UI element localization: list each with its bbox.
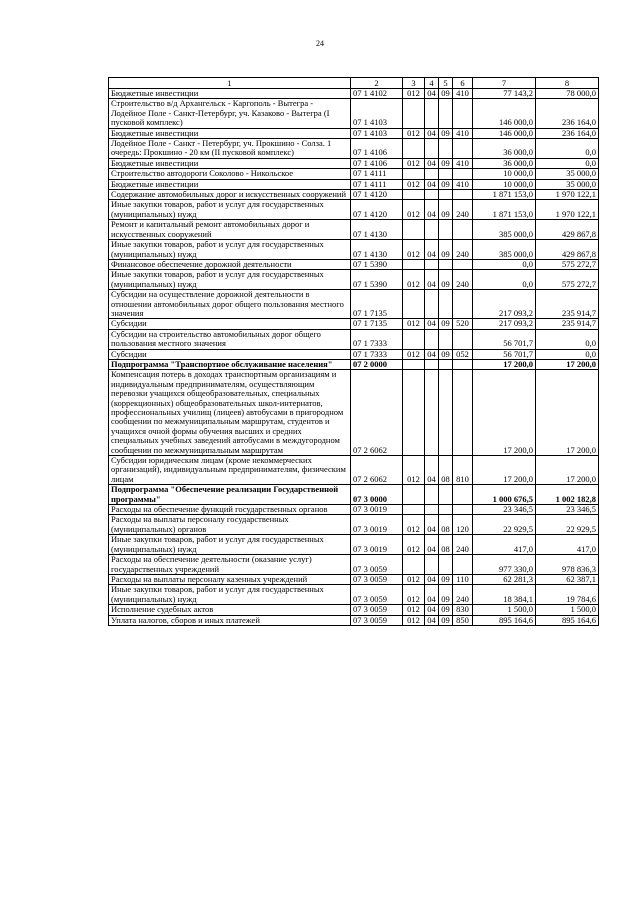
row-vr: 410 bbox=[453, 158, 473, 168]
row-vr: 830 bbox=[453, 605, 473, 615]
row-code: 07 3 0059 bbox=[351, 574, 403, 584]
row-sum-1: 10 000,0 bbox=[473, 179, 536, 189]
row-name: Расходы на выплаты персоналу казенных учреждений bbox=[109, 574, 351, 584]
table-row bbox=[109, 456, 599, 485]
row-sum-1: 36 000,0 bbox=[473, 158, 536, 168]
row-code: 07 1 4106 bbox=[351, 158, 403, 168]
row-rz bbox=[425, 190, 439, 200]
row-code: 07 1 4111 bbox=[351, 179, 403, 189]
row-rz bbox=[425, 485, 439, 505]
row-sum-1: 17 200,0 bbox=[473, 456, 536, 485]
table-row bbox=[109, 290, 599, 319]
row-sum-1: 385 000,0 bbox=[473, 240, 536, 260]
row-vr: 240 bbox=[453, 535, 473, 555]
table-row bbox=[109, 615, 599, 625]
row-vr: 410 bbox=[453, 128, 473, 138]
row-sum-2: 17 200,0 bbox=[536, 370, 599, 456]
row-sum-2: 0,0 bbox=[536, 158, 599, 168]
row-ved bbox=[403, 190, 425, 200]
row-rz: 04 bbox=[425, 585, 439, 605]
row-rz bbox=[425, 359, 439, 369]
row-ved bbox=[403, 555, 425, 575]
row-sum-2: 429 867,8 bbox=[536, 240, 599, 260]
row-code: 07 1 4102 bbox=[351, 89, 403, 99]
row-ved: 012 bbox=[403, 574, 425, 584]
row-rz bbox=[425, 555, 439, 575]
row-vr bbox=[453, 139, 473, 159]
row-name: Бюджетные инвестиции bbox=[109, 158, 351, 168]
row-sum-2: 429 867,8 bbox=[536, 220, 599, 240]
table-row bbox=[109, 329, 599, 349]
row-rz bbox=[425, 99, 439, 128]
row-pr bbox=[439, 169, 453, 179]
row-sum-2: 19 784,6 bbox=[536, 585, 599, 605]
row-code: 07 1 5390 bbox=[351, 259, 403, 269]
row-sum-1: 17 200,0 bbox=[473, 359, 536, 369]
row-sum-1: 146 000,0 bbox=[473, 128, 536, 138]
row-name: Исполнение судебных актов bbox=[109, 605, 351, 615]
row-rz: 04 bbox=[425, 349, 439, 359]
row-pr: 09 bbox=[439, 585, 453, 605]
row-pr bbox=[439, 370, 453, 456]
row-vr bbox=[453, 485, 473, 505]
row-pr bbox=[439, 485, 453, 505]
row-sum-2: 236 164,0 bbox=[536, 128, 599, 138]
row-ved: 012 bbox=[403, 605, 425, 615]
row-vr: 810 bbox=[453, 456, 473, 485]
row-sum-1: 22 929,5 bbox=[473, 515, 536, 535]
table-row bbox=[109, 158, 599, 168]
row-vr bbox=[453, 220, 473, 240]
row-vr: 410 bbox=[453, 89, 473, 99]
row-code: 07 1 4103 bbox=[351, 99, 403, 128]
row-code: 07 1 4120 bbox=[351, 200, 403, 220]
row-code: 07 1 4120 bbox=[351, 190, 403, 200]
row-pr bbox=[439, 220, 453, 240]
row-sum-2: 895 164,6 bbox=[536, 615, 599, 625]
row-sum-1: 385 000,0 bbox=[473, 220, 536, 240]
table-row bbox=[109, 319, 599, 329]
table-row bbox=[109, 169, 599, 179]
row-name: Расходы на выплаты персоналу государственных (муниципальных) органов bbox=[109, 515, 351, 535]
row-sum-1: 417,0 bbox=[473, 535, 536, 555]
row-ved bbox=[403, 259, 425, 269]
table-row bbox=[109, 370, 599, 456]
row-name: Уплата налогов, сборов и иных платежей bbox=[109, 615, 351, 625]
row-sum-1: 17 200,0 bbox=[473, 370, 536, 456]
table-header-row bbox=[109, 78, 599, 89]
table-row bbox=[109, 585, 599, 605]
row-pr: 09 bbox=[439, 89, 453, 99]
budget-table bbox=[108, 77, 599, 626]
row-sum-1: 0,0 bbox=[473, 270, 536, 290]
row-name: Подпрограмма "Транспортное обслуживание населения" bbox=[109, 359, 351, 369]
row-vr: 240 bbox=[453, 200, 473, 220]
row-pr: 08 bbox=[439, 515, 453, 535]
row-vr bbox=[453, 359, 473, 369]
row-rz bbox=[425, 139, 439, 159]
row-sum-1: 1 000 676,5 bbox=[473, 485, 536, 505]
row-sum-2: 35 000,0 bbox=[536, 169, 599, 179]
table-row bbox=[109, 190, 599, 200]
row-sum-2: 0,0 bbox=[536, 329, 599, 349]
row-sum-1: 1 871 153,0 bbox=[473, 200, 536, 220]
row-rz: 04 bbox=[425, 158, 439, 168]
row-rz bbox=[425, 259, 439, 269]
row-ved bbox=[403, 359, 425, 369]
row-pr: 09 bbox=[439, 240, 453, 260]
row-sum-1: 56 701,7 bbox=[473, 329, 536, 349]
row-code: 07 1 4111 bbox=[351, 169, 403, 179]
row-rz bbox=[425, 290, 439, 319]
row-sum-1: 217 093,2 bbox=[473, 319, 536, 329]
row-sum-1: 0,0 bbox=[473, 259, 536, 269]
row-sum-2: 17 200,0 bbox=[536, 456, 599, 485]
row-ved: 012 bbox=[403, 585, 425, 605]
row-vr: 120 bbox=[453, 515, 473, 535]
row-rz: 04 bbox=[425, 615, 439, 625]
header-cell: 4 bbox=[425, 78, 439, 89]
table-row bbox=[109, 485, 599, 505]
row-ved: 012 bbox=[403, 270, 425, 290]
row-ved: 012 bbox=[403, 319, 425, 329]
table-row bbox=[109, 515, 599, 535]
row-ved: 012 bbox=[403, 89, 425, 99]
row-sum-1: 217 093,2 bbox=[473, 290, 536, 319]
row-code: 07 3 0019 bbox=[351, 535, 403, 555]
row-name: Субсидии на строительство автомобильных дорог общего пользования местного значения bbox=[109, 329, 351, 349]
row-vr: 240 bbox=[453, 270, 473, 290]
row-ved: 012 bbox=[403, 179, 425, 189]
row-code: 07 1 4130 bbox=[351, 220, 403, 240]
row-ved: 012 bbox=[403, 456, 425, 485]
table-row bbox=[109, 240, 599, 260]
row-rz: 04 bbox=[425, 128, 439, 138]
row-code: 07 2 0000 bbox=[351, 359, 403, 369]
row-pr: 09 bbox=[439, 200, 453, 220]
row-name: Субсидии bbox=[109, 319, 351, 329]
row-ved bbox=[403, 99, 425, 128]
row-rz bbox=[425, 370, 439, 456]
row-pr: 09 bbox=[439, 128, 453, 138]
row-pr bbox=[439, 505, 453, 515]
row-sum-1: 62 281,3 bbox=[473, 574, 536, 584]
row-code: 07 3 0059 bbox=[351, 585, 403, 605]
row-sum-1: 77 143,2 bbox=[473, 89, 536, 99]
row-vr bbox=[453, 555, 473, 575]
table-row bbox=[109, 505, 599, 515]
row-vr: 850 bbox=[453, 615, 473, 625]
row-code: 07 3 0000 bbox=[351, 485, 403, 505]
row-name: Финансовое обеспечение дорожной деятельности bbox=[109, 259, 351, 269]
table-row bbox=[109, 259, 599, 269]
row-ved: 012 bbox=[403, 158, 425, 168]
table-row bbox=[109, 270, 599, 290]
row-ved bbox=[403, 505, 425, 515]
row-sum-2: 575 272,7 bbox=[536, 270, 599, 290]
row-vr: 240 bbox=[453, 240, 473, 260]
row-sum-2: 0,0 bbox=[536, 349, 599, 359]
row-rz: 04 bbox=[425, 515, 439, 535]
table-row bbox=[109, 359, 599, 369]
row-pr: 09 bbox=[439, 179, 453, 189]
header-cell: 5 bbox=[439, 78, 453, 89]
row-rz: 04 bbox=[425, 319, 439, 329]
header-cell: 1 bbox=[109, 78, 351, 89]
row-pr bbox=[439, 359, 453, 369]
row-ved bbox=[403, 139, 425, 159]
row-name: Лодейное Поле - Санкт - Петербург, уч. Прокшино - Солза. 1 очередь: Прокшино - 20 км (II пусковой комплекс) bbox=[109, 139, 351, 159]
header-cell: 2 bbox=[351, 78, 403, 89]
row-sum-1: 895 164,6 bbox=[473, 615, 536, 625]
row-sum-2: 78 000,0 bbox=[536, 89, 599, 99]
row-vr: 240 bbox=[453, 585, 473, 605]
row-pr bbox=[439, 99, 453, 128]
row-sum-2: 235 914,7 bbox=[536, 290, 599, 319]
row-ved: 012 bbox=[403, 349, 425, 359]
table-row bbox=[109, 179, 599, 189]
row-ved bbox=[403, 220, 425, 240]
row-ved: 012 bbox=[403, 615, 425, 625]
table-row bbox=[109, 200, 599, 220]
row-pr: 09 bbox=[439, 574, 453, 584]
row-rz bbox=[425, 505, 439, 515]
row-vr: 410 bbox=[453, 179, 473, 189]
row-name: Бюджетные инвестиции bbox=[109, 89, 351, 99]
row-name: Ремонт и капитальный ремонт автомобильных дорог и искусственных сооружений bbox=[109, 220, 351, 240]
row-code: 07 3 0059 bbox=[351, 605, 403, 615]
row-code: 07 2 6062 bbox=[351, 456, 403, 485]
row-name: Содержание автомобильных дорог и искусственных сооружений bbox=[109, 190, 351, 200]
table-row bbox=[109, 555, 599, 575]
row-sum-1: 977 330,0 bbox=[473, 555, 536, 575]
table-row bbox=[109, 220, 599, 240]
row-vr bbox=[453, 169, 473, 179]
row-sum-2: 1 970 122,1 bbox=[536, 190, 599, 200]
row-vr: 520 bbox=[453, 319, 473, 329]
table-row bbox=[109, 128, 599, 138]
row-code: 07 1 7333 bbox=[351, 329, 403, 349]
row-pr: 09 bbox=[439, 615, 453, 625]
row-code: 07 1 4106 bbox=[351, 139, 403, 159]
row-vr bbox=[453, 329, 473, 349]
row-name: Бюджетные инвестиции bbox=[109, 128, 351, 138]
row-ved: 012 bbox=[403, 240, 425, 260]
row-pr: 08 bbox=[439, 456, 453, 485]
row-rz: 04 bbox=[425, 605, 439, 615]
row-vr bbox=[453, 99, 473, 128]
row-code: 07 3 0019 bbox=[351, 515, 403, 535]
row-pr: 09 bbox=[439, 158, 453, 168]
row-rz bbox=[425, 169, 439, 179]
row-ved: 012 bbox=[403, 200, 425, 220]
row-rz: 04 bbox=[425, 89, 439, 99]
row-rz: 04 bbox=[425, 574, 439, 584]
row-ved bbox=[403, 329, 425, 349]
row-code: 07 1 4130 bbox=[351, 240, 403, 260]
row-pr: 09 bbox=[439, 319, 453, 329]
row-pr: 09 bbox=[439, 605, 453, 615]
row-name: Субсидии на осуществление дорожной деятельности в отношении автомобильных дорог общего пользования местного значения bbox=[109, 290, 351, 319]
table-row bbox=[109, 605, 599, 615]
table-body bbox=[109, 78, 599, 626]
row-ved: 012 bbox=[403, 515, 425, 535]
row-pr: 09 bbox=[439, 270, 453, 290]
row-vr bbox=[453, 370, 473, 456]
row-vr bbox=[453, 290, 473, 319]
row-name: Строительство в/д Архангельск - Каргополь - Вытегра - Лодейное Поле - Санкт-Петербург, уч. Казаково - Вытегра (I пусковой комплекс) bbox=[109, 99, 351, 128]
row-pr bbox=[439, 555, 453, 575]
page-number: 24 bbox=[316, 39, 324, 48]
row-code: 07 3 0059 bbox=[351, 615, 403, 625]
row-sum-2: 575 272,7 bbox=[536, 259, 599, 269]
row-name: Строительство автодороги Соколово - Никольское bbox=[109, 169, 351, 179]
row-sum-1: 23 346,5 bbox=[473, 505, 536, 515]
row-sum-2: 22 929,5 bbox=[536, 515, 599, 535]
row-name: Подпрограмма "Обеспечение реализации Государственной программы" bbox=[109, 485, 351, 505]
row-sum-2: 1 002 182,8 bbox=[536, 485, 599, 505]
row-ved bbox=[403, 370, 425, 456]
row-sum-2: 235 914,7 bbox=[536, 319, 599, 329]
row-name: Субсидии bbox=[109, 349, 351, 359]
row-sum-1: 1 500,0 bbox=[473, 605, 536, 615]
row-name: Иные закупки товаров, работ и услуг для государственных (муниципальных) нужд bbox=[109, 535, 351, 555]
row-name: Субсидии юридическим лицам (кроме некоммерческих организаций), индивидуальным предпринимателям, физическим лицам bbox=[109, 456, 351, 485]
row-sum-2: 417,0 bbox=[536, 535, 599, 555]
row-pr bbox=[439, 139, 453, 159]
table-row bbox=[109, 574, 599, 584]
row-pr: 08 bbox=[439, 535, 453, 555]
row-sum-1: 1 871 153,0 bbox=[473, 190, 536, 200]
row-sum-2: 17 200,0 bbox=[536, 359, 599, 369]
row-sum-1: 10 000,0 bbox=[473, 169, 536, 179]
row-sum-1: 146 000,0 bbox=[473, 99, 536, 128]
row-rz bbox=[425, 220, 439, 240]
row-code: 07 2 6062 bbox=[351, 370, 403, 456]
row-vr bbox=[453, 505, 473, 515]
row-name: Иные закупки товаров, работ и услуг для государственных (муниципальных) нужд bbox=[109, 585, 351, 605]
row-code: 07 1 4103 bbox=[351, 128, 403, 138]
row-name: Расходы на обеспечение деятельности (оказание услуг) государственных учреждений bbox=[109, 555, 351, 575]
row-pr bbox=[439, 329, 453, 349]
row-sum-2: 0,0 bbox=[536, 139, 599, 159]
row-pr bbox=[439, 259, 453, 269]
row-rz: 04 bbox=[425, 200, 439, 220]
row-ved bbox=[403, 169, 425, 179]
row-name: Расходы на обеспечение функций государственных органов bbox=[109, 505, 351, 515]
row-rz: 04 bbox=[425, 456, 439, 485]
row-sum-2: 1 500,0 bbox=[536, 605, 599, 615]
row-sum-2: 62 387,1 bbox=[536, 574, 599, 584]
row-pr bbox=[439, 190, 453, 200]
row-rz: 04 bbox=[425, 240, 439, 260]
row-code: 07 1 7135 bbox=[351, 319, 403, 329]
table-row bbox=[109, 139, 599, 159]
row-ved: 012 bbox=[403, 128, 425, 138]
row-sum-2: 1 970 122,1 bbox=[536, 200, 599, 220]
row-sum-2: 236 164,0 bbox=[536, 99, 599, 128]
row-name: Иные закупки товаров, работ и услуг для государственных (муниципальных) нужд bbox=[109, 200, 351, 220]
row-rz: 04 bbox=[425, 270, 439, 290]
row-vr bbox=[453, 190, 473, 200]
row-code: 07 1 7135 bbox=[351, 290, 403, 319]
row-code: 07 1 5390 bbox=[351, 270, 403, 290]
row-pr bbox=[439, 290, 453, 319]
row-sum-2: 23 346,5 bbox=[536, 505, 599, 515]
header-cell: 3 bbox=[403, 78, 425, 89]
row-ved: 012 bbox=[403, 535, 425, 555]
row-ved bbox=[403, 485, 425, 505]
row-rz bbox=[425, 329, 439, 349]
row-vr bbox=[453, 259, 473, 269]
row-name: Бюджетные инвестиции bbox=[109, 179, 351, 189]
header-cell: 6 bbox=[453, 78, 473, 89]
row-sum-1: 18 384,1 bbox=[473, 585, 536, 605]
row-name: Иные закупки товаров, работ и услуг для государственных (муниципальных) нужд bbox=[109, 270, 351, 290]
row-sum-2: 978 836,3 bbox=[536, 555, 599, 575]
header-cell: 8 bbox=[536, 78, 599, 89]
row-name: Иные закупки товаров, работ и услуг для государственных (муниципальных) нужд bbox=[109, 240, 351, 260]
row-sum-1: 36 000,0 bbox=[473, 139, 536, 159]
row-rz: 04 bbox=[425, 179, 439, 189]
table-row bbox=[109, 99, 599, 128]
table-row bbox=[109, 535, 599, 555]
table-row bbox=[109, 349, 599, 359]
row-code: 07 3 0059 bbox=[351, 555, 403, 575]
row-ved bbox=[403, 290, 425, 319]
table-row bbox=[109, 89, 599, 99]
row-sum-2: 35 000,0 bbox=[536, 179, 599, 189]
row-rz: 04 bbox=[425, 535, 439, 555]
row-vr: 052 bbox=[453, 349, 473, 359]
row-vr: 110 bbox=[453, 574, 473, 584]
row-code: 07 3 0019 bbox=[351, 505, 403, 515]
row-sum-1: 56 701,7 bbox=[473, 349, 536, 359]
row-pr: 09 bbox=[439, 349, 453, 359]
row-code: 07 1 7333 bbox=[351, 349, 403, 359]
header-cell: 7 bbox=[473, 78, 536, 89]
row-name: Компенсация потерь в доходах транспортным организациям и индивидуальным предпринимателям, осуществляющим перевозки учащихся общеобразовательных, специальных (коррекционных) общеобразовательных школ-интернатов, профессиональных училищ (лицеев) автобусами в пригородном сообщении по межмуниципальным маршрутам, студентов и учащихся очной формы обучения высших и средних специальных учебных заведений автобусами в междугородном сообщении по межмуниципальным маршрутам bbox=[109, 370, 351, 456]
